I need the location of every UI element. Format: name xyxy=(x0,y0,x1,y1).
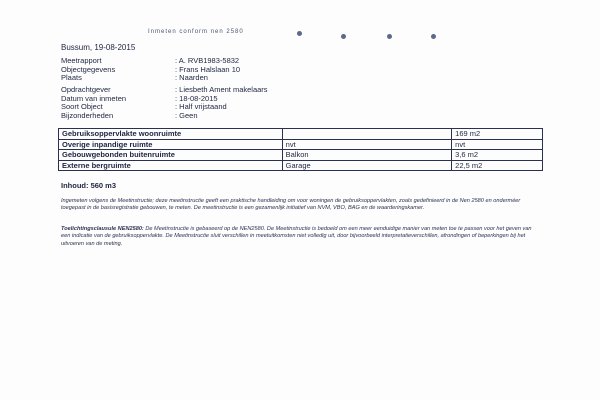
area-value: 22,5 m2 xyxy=(452,160,543,171)
detail-value: : Liesbeth Ament makelaars xyxy=(175,85,268,94)
detail-value: : Geen xyxy=(175,110,198,120)
area-label: Externe bergruimte xyxy=(59,160,283,171)
volume-total: Inhoud: 560 m3 xyxy=(61,181,117,190)
detail-key: Objectgegevens xyxy=(61,64,116,74)
area-value: 3,6 m2 xyxy=(452,150,543,161)
detail-key: Opdrachtgever xyxy=(61,85,111,94)
detail-row xyxy=(61,112,268,121)
area-label: Overige inpandige ruimte xyxy=(59,139,283,150)
header-dot-icon xyxy=(431,34,436,39)
header-dot-icon xyxy=(387,34,392,39)
detail-value: : A. RVB1983-5832 xyxy=(175,56,240,65)
area-note: Balkon xyxy=(282,150,452,161)
area-value: nvt xyxy=(452,139,543,150)
date-location: Bussum, 19-08-2015 xyxy=(61,43,136,52)
area-note: Garage xyxy=(282,160,452,171)
detail-value: : 18-08-2015 xyxy=(175,93,218,103)
area-note: nvt xyxy=(282,139,452,150)
detail-key: Meetrapport xyxy=(61,56,102,65)
clause-title: Toelichtingsclausule NEN2580: xyxy=(61,226,144,232)
measurement-paragraph: Ingemeten volgens de Meetinstructie; deze meetinstructie geeft een praktische handleiding om voor woningen de gebruiksoppervlakten, zoals gedefinieerd in de Nen 2580 en onderméer toegepast in de basisregistratie gebouwen, te meten. De meetinstructie is een gezamenlijk initiatief van NVM, VBO, BAG en de waarderingskamer. xyxy=(61,198,521,212)
area-label: Gebouwgebonden buitenruimte xyxy=(59,150,283,161)
table-row xyxy=(59,139,543,150)
detail-key: Datum van inmeten xyxy=(61,93,127,103)
detail-value: : Half vrijstaand xyxy=(175,102,227,112)
detail-row xyxy=(61,66,240,75)
client-details xyxy=(61,86,268,120)
detail-key: Plaats xyxy=(61,73,82,83)
report-details xyxy=(61,57,240,83)
detail-row xyxy=(61,74,240,83)
area-value: 169 m2 xyxy=(452,129,543,140)
clause-paragraph xyxy=(61,226,541,248)
detail-value: : Naarden xyxy=(175,73,208,83)
table-row xyxy=(59,150,543,161)
table-row xyxy=(59,160,543,171)
header-title: Inmeten conform nen 2580 xyxy=(148,29,244,35)
area-label: Gebruiksoppervlakte woonruimte xyxy=(59,129,283,140)
table-row xyxy=(59,129,543,140)
header-dot-icon xyxy=(297,31,302,36)
areas-table xyxy=(58,128,543,171)
area-note xyxy=(282,129,452,140)
clause-text: De Meetinstructie is gebaseerd op de NEN2580. De Meetinstructie is bedoeld om een meer eenduidige manier van meten toe te passen voor het geven van een indicatie van de gebruiksoppervlakte. De Meetinstructie sluit verschillen in meetuitkomsten niet volledig uit, door bijvoorbeeld interpretatieverschillen, afrondingen of beperkingen bij het uitvoeren van de meting. xyxy=(61,226,532,247)
header-dot-icon xyxy=(341,34,346,39)
detail-key: Soort Object xyxy=(61,102,103,112)
detail-value: : Frans Halslaan 10 xyxy=(175,64,241,74)
detail-key: Bijzonderheden xyxy=(61,110,114,120)
